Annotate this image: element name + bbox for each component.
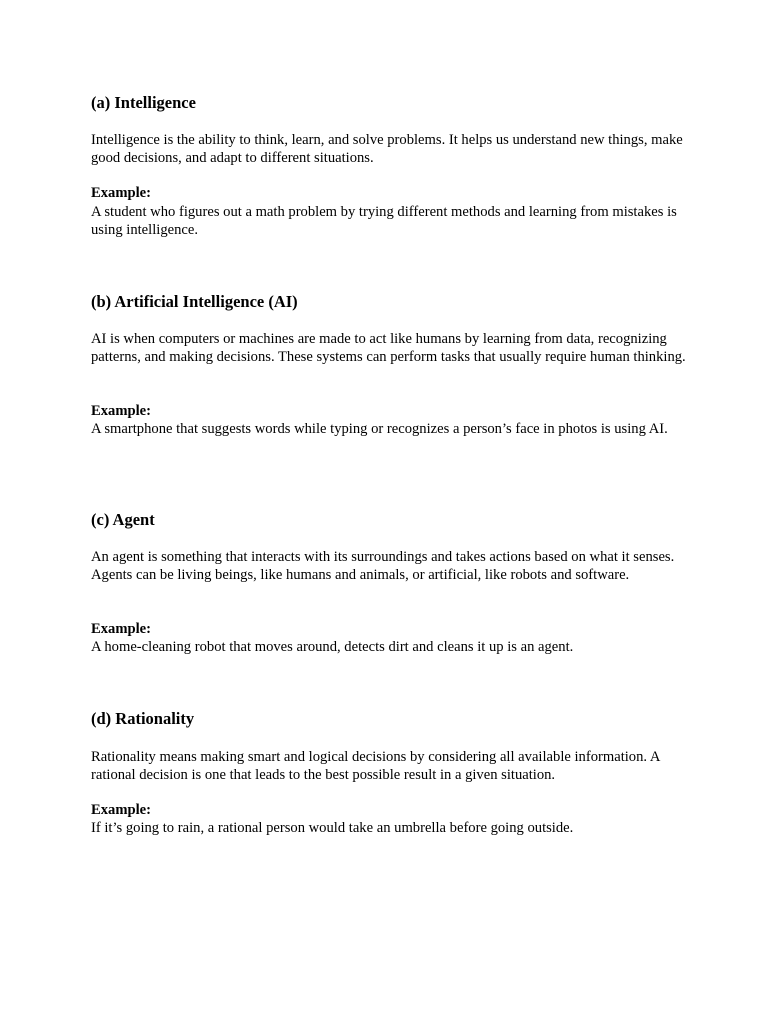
section-heading: (d) Rationality — [91, 709, 195, 728]
section-heading: (b) Artificial Intelligence (AI) — [91, 292, 298, 311]
example-label: Example: — [91, 185, 151, 201]
section-heading: (c) Agent — [91, 510, 155, 529]
section-definition: An agent is something that interacts with its surroundings and takes actions based on what it senses. Agents can be living beings, like humans and animals, or artificial, like robots and software. — [91, 549, 675, 583]
example-label: Example: — [91, 621, 151, 637]
example-label: Example: — [91, 403, 151, 419]
example-text: A student who figures out a math problem by trying different methods and learning from mistakes is using intelligence. — [91, 204, 677, 238]
section-definition: Rationality means making smart and logical decisions by considering all available information. A rational decision is one that leads to the best possible result in a given situation. — [91, 749, 660, 783]
section-definition: AI is when computers or machines are made to act like humans by learning from data, recognizing patterns, and making decisions. These systems can perform tasks that usually require human thinking. — [91, 331, 686, 365]
example-text: If it’s going to rain, a rational person would take an umbrella before going outside. — [91, 820, 574, 836]
section-heading: (a) Intelligence — [91, 93, 196, 112]
section-definition: Intelligence is the ability to think, learn, and solve problems. It helps us understand new things, make good decisions, and adapt to different situations. — [91, 132, 683, 166]
example-label: Example: — [91, 802, 151, 818]
example-text: A smartphone that suggests words while typing or recognizes a person’s face in photos is using AI. — [91, 421, 668, 437]
example-text: A home-cleaning robot that moves around, detects dirt and cleans it up is an agent. — [91, 639, 574, 655]
